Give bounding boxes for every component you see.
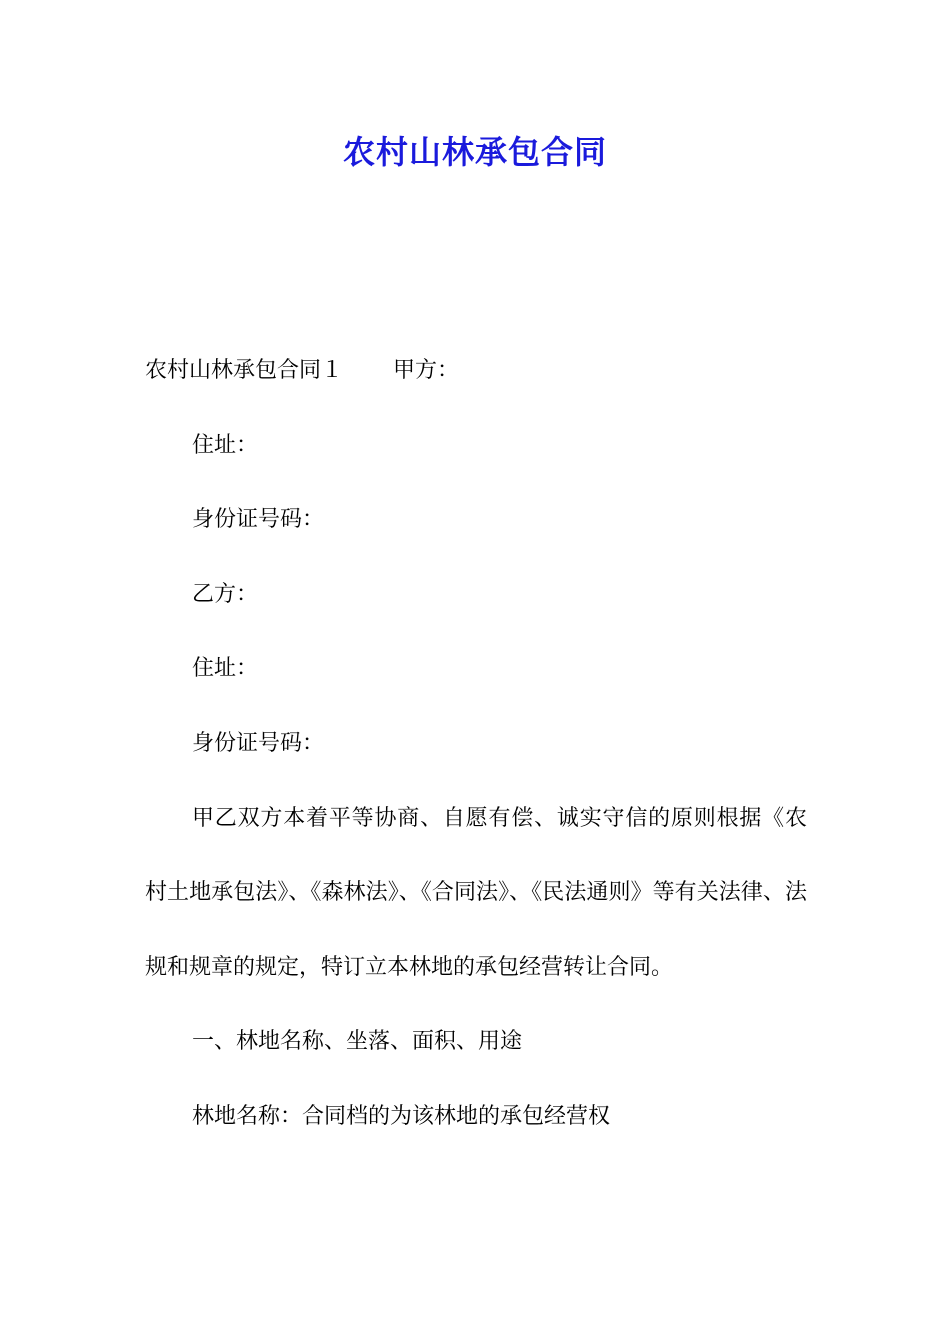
section-1-heading: 一、林地名称、坐落、面积、用途 — [192, 1029, 523, 1055]
party-b-address: 住址： — [192, 656, 259, 682]
document-title: 农村山林承包合同 — [342, 133, 607, 171]
document-body — [145, 334, 807, 1155]
first-line — [145, 334, 807, 409]
contract-heading: 农村山林承包合同１ — [145, 358, 344, 383]
party-b-id: 身份证号码： — [192, 730, 325, 756]
preamble-paragraph: 甲乙双方本着平等协商、自愿有偿、诚实守信的原则根据《农村土地承包法》、《森林法》、《合同法》、《民法通则》等有关法律、法规和规章的规定，特订立本林地的承包经营转让合同。 — [145, 805, 807, 980]
section-1-name-line: 林地名称：合同档的为该林地的承包经营权 — [192, 1103, 611, 1129]
party-a-label: 甲方： — [393, 358, 460, 383]
party-a-id: 身份证号码： — [192, 507, 325, 533]
party-b-label: 乙方： — [192, 581, 259, 607]
party-a-address: 住址： — [192, 432, 259, 458]
